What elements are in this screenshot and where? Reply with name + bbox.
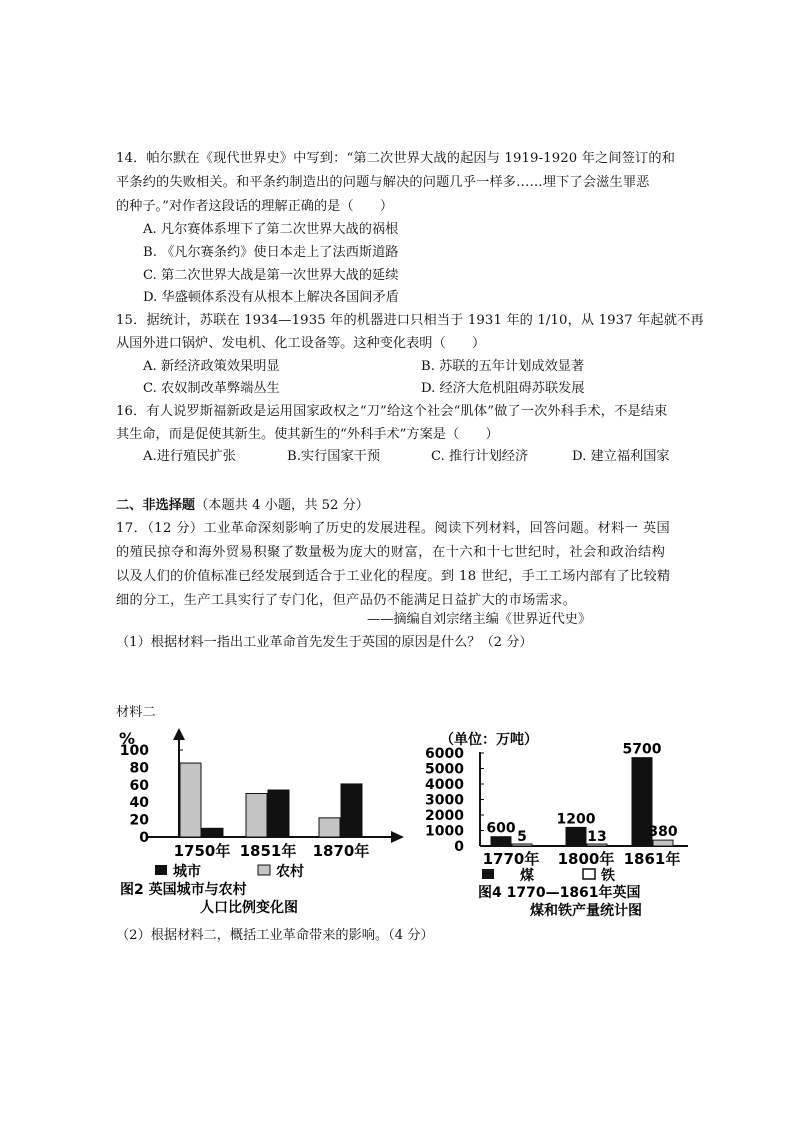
q14-line-3: 的种子。”对作者这段话的理解正确的是（ ） xyxy=(116,199,394,214)
q15-option-d: D. 经济大危机阻碍苏联发展 xyxy=(421,381,585,396)
q17-sub-question-2: （2）根据材料二，概括工业革命带来的影响。（4 分） xyxy=(116,928,434,943)
legend-swatch-rural xyxy=(258,865,270,875)
q16-line-2: 其生命，而是促使其新生。使其新生的“外科手术”方案是（ ） xyxy=(116,427,499,442)
figure-caption-line-2: 人口比例变化图 xyxy=(200,900,298,916)
q14-option-b: B. 《凡尔赛条约》使日本走上了法西斯道路 xyxy=(143,245,399,260)
x-axis-arrow xyxy=(391,831,404,843)
y-axis-unit-label: % xyxy=(119,729,136,748)
q16-option-a: A.进行殖民扩张 xyxy=(143,449,236,464)
q17-line-4: 细的分工，生产工具实行了专门化，但产品仍不能满足日益扩大的市场需求。 xyxy=(116,593,577,608)
y-tick-label: 5000 xyxy=(425,761,464,778)
figure-caption-line-1: 图4 1770—1861年英国 xyxy=(478,885,641,901)
data-label-coal: 600 xyxy=(486,820,516,837)
figure-caption-line-1: 图2 英国城市与农村 xyxy=(120,882,247,898)
legend-label-coal: 煤 xyxy=(520,868,534,884)
q17-sub-question-1: （1）根据材料一指出工业革命首先发生于英国的原因是什么？（2 分） xyxy=(116,635,533,650)
material-2-label: 材料二 xyxy=(116,705,156,720)
y-tick-label: 80 xyxy=(129,760,149,777)
q14-line-2: 平条约的失败相关。和平条约制造出的问题与解决的问题几乎一样多……埋下了会滋生罪恶 xyxy=(116,175,650,190)
legend-label-urban: 城市 xyxy=(173,864,201,880)
bar-iron-2 xyxy=(653,840,673,846)
unit-label: （单位：万吨） xyxy=(440,732,538,748)
bar-rural-1 xyxy=(246,794,267,838)
bar-urban-1 xyxy=(268,790,289,837)
q15-line-2: 从国外进口锅炉、发电机、化工设备等。这种变化表明（ ） xyxy=(116,336,486,351)
x-category-label: 1800年 xyxy=(557,850,615,868)
legend-label-iron: 铁 xyxy=(601,868,615,884)
bar-rural-2 xyxy=(319,818,340,837)
section-heading xyxy=(116,498,369,514)
y-tick-label: 100 xyxy=(119,743,149,759)
y-tick-label: 0 xyxy=(454,839,464,855)
y-tick-label: 20 xyxy=(129,812,149,829)
q14-line-1: 14．帕尔默在《现代世界史》中写到：“第二次世界大战的起因与 1919-1920 年之间签订的和 xyxy=(116,151,676,166)
q17-line-2: 的殖民掠夺和海外贸易积聚了数量极为庞大的财富，在十六和十七世纪时，社会和政治结构 xyxy=(116,545,666,560)
y-tick-label: 3000 xyxy=(425,792,464,809)
q16-option-d: D. 建立福利国家 xyxy=(572,449,670,464)
y-tick-label: 1000 xyxy=(425,823,464,840)
bar-coal-0 xyxy=(491,837,511,846)
y-tick-label: 4000 xyxy=(425,777,464,793)
data-label-coal: 5700 xyxy=(622,741,662,758)
legend-swatch-urban xyxy=(155,865,167,875)
data-label-iron: 13 xyxy=(587,829,607,845)
q15-line-1: 15．据统计，苏联在 1934—1935 年的机器进口只相当于 1931 年的 1/10，从 1937 年起就不再 xyxy=(116,313,704,328)
data-label-iron: 5 xyxy=(517,829,527,845)
data-label-coal: 1200 xyxy=(556,811,596,828)
x-category-label: 1770年 xyxy=(482,850,540,868)
q17-line-3: 以及人们的价值标准已经发展到适合于工业化的程度。到 18 世纪，手工工场内部有了比较精 xyxy=(116,569,671,584)
section-title: 二、非选择题 xyxy=(116,498,196,513)
q15-option-b: B. 苏联的五年计划成效显著 xyxy=(421,359,585,374)
q16-option-c: C. 推行计划经济 xyxy=(431,449,529,464)
legend-swatch-coal xyxy=(482,869,494,879)
bar-urban-0 xyxy=(202,828,223,837)
x-category-label: 1750年 xyxy=(173,842,231,860)
x-category-label: 1861年 xyxy=(623,850,681,868)
q14-option-d: D. 华盛顿体系没有从根本上解决各国间矛盾 xyxy=(143,290,399,305)
y-tick-label: 6000 xyxy=(425,746,464,762)
bar-rural-0 xyxy=(180,763,201,837)
y-tick-label: 0 xyxy=(139,830,149,846)
x-category-label: 1851年 xyxy=(239,842,297,860)
x-category-label: 1870年 xyxy=(312,842,370,860)
bar-urban-2 xyxy=(341,784,362,837)
legend-swatch-iron xyxy=(583,869,595,879)
q16-line-1: 16．有人说罗斯福新政是运用国家政权之“刀”给这个社会“肌体”做了一次外科手术，不是结束 xyxy=(116,404,668,419)
q17-line-1: 17．（12 分）工业革命深刻影响了历史的发展进程。阅读下列材料，回答问题。材料一 英国 xyxy=(116,521,671,536)
figure-caption-line-2: 煤和铁产量统计图 xyxy=(530,903,642,919)
q14-option-c: C. 第二次世界大战是第一次世界大战的延续 xyxy=(143,268,399,283)
q16-option-b: B.实行国家干预 xyxy=(287,449,381,464)
section-note: （本题共 4 小题，共 52 分） xyxy=(195,498,369,513)
q14-option-a: A. 凡尔赛体系埋下了第二次世界大战的祸根 xyxy=(143,222,399,237)
y-tick-label: 40 xyxy=(129,795,149,812)
q15-option-a: A. 新经济政策效果明显 xyxy=(143,359,280,374)
urban-rural-population-chart xyxy=(105,724,410,919)
data-label-iron: 380 xyxy=(648,824,678,841)
coal-iron-output-chart xyxy=(418,728,703,919)
q17-source: ——摘编自刘宗绪主编《世界近代史》 xyxy=(367,612,592,627)
bar-coal-1 xyxy=(566,827,586,846)
y-tick-label: 60 xyxy=(129,777,149,794)
legend-label-rural: 农村 xyxy=(276,864,304,880)
y-tick-label: 2000 xyxy=(425,808,464,824)
q15-option-c: C. 农奴制改革弊端丛生 xyxy=(143,381,280,396)
